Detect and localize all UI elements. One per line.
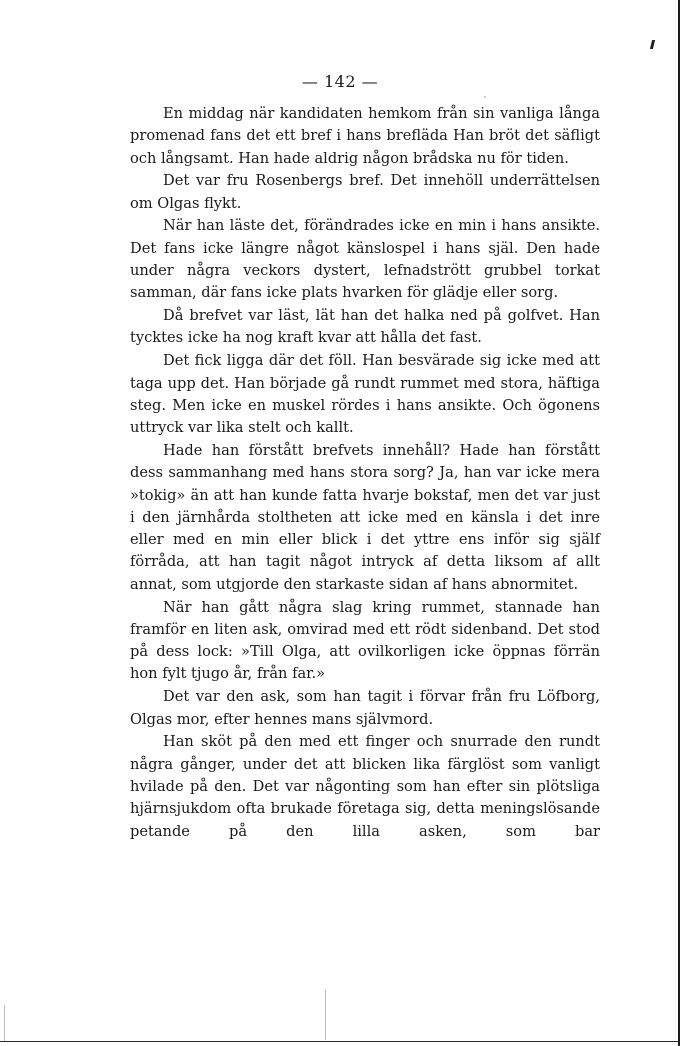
paragraph: Det fick ligga där det föll. Han besvärade sig icke med att taga upp det. Han började gå rundt rummet med stora, häftiga steg. Men icke en muskel rördes i hans ansikte. Och ögonens uttryck var lika stelt och kallt. bbox=[130, 352, 600, 437]
page-number: — 142 — bbox=[301, 72, 379, 91]
ink-mark bbox=[650, 40, 655, 49]
paragraph: En middag när kandidaten hemkom från sin vanliga långa promenad fans det ett bref i hans brefläda Han bröt det säfligt och långsamt. Han hade aldrig någon brådska nu för tiden. bbox=[130, 105, 600, 167]
paragraph: Då brefvet var läst, lät han det halka ned på golfvet. Han tycktes icke ha nog kraft kvar att hålla det fast. bbox=[130, 307, 600, 347]
scan-artifact bbox=[325, 990, 326, 1040]
scan-speck bbox=[484, 96, 486, 98]
paragraph: Hade han förstått brefvets innehåll? Hade han förstått dess sammanhang med hans stora sorg? Ja, han var icke mera »tokig» än att han kunde fatta hvarje bokstaf, men det var just i den järnhårda stoltheten att icke med en känsla i det inre eller med en min eller blick i det yttre ens inför sig själf förråda, att han tagit något intryck af detta liksom af allt annat, som utgjorde den starkaste sidan af hans abnormitet. bbox=[130, 441, 600, 593]
body-text bbox=[130, 103, 600, 843]
paragraph: Det var den ask, som han tagit i förvar från fru Löfborg, Olgas mor, efter hennes mans självmord. bbox=[130, 688, 600, 728]
paragraph: Det var fru Rosenbergs bref. Det innehöll underrättelsen om Olgas flykt. bbox=[130, 172, 600, 212]
page-edge-bottom bbox=[0, 1041, 680, 1042]
paragraph: Han sköt på den med ett finger och snurrade den rundt några gånger, under det att blicken lika färglöst som vanligt hvilade på den. Det var någonting som han efter sin plötsliga hjärnsjukdom ofta brukade företaga sig, detta meningslösande petande på den lilla asken, som bar bbox=[130, 733, 600, 840]
paragraph: När han gått några slag kring rummet, stannade han framför en liten ask, omvirad med ett rödt sidenband. Det stod på dess lock: »Till Olga, att ovilkorligen icke öppnas förrän hon fylt tjugo år, från far.» bbox=[130, 598, 600, 683]
scan-artifact bbox=[4, 1005, 5, 1041]
paragraph: När han läste det, förändrades icke en min i hans ansikte. Det fans icke längre något känslospel i hans själ. Den hade under några veckors dystert, lefnadstrött grubbel torkat samman, där fans icke plats hvarken för glädje eller sorg. bbox=[130, 217, 600, 302]
